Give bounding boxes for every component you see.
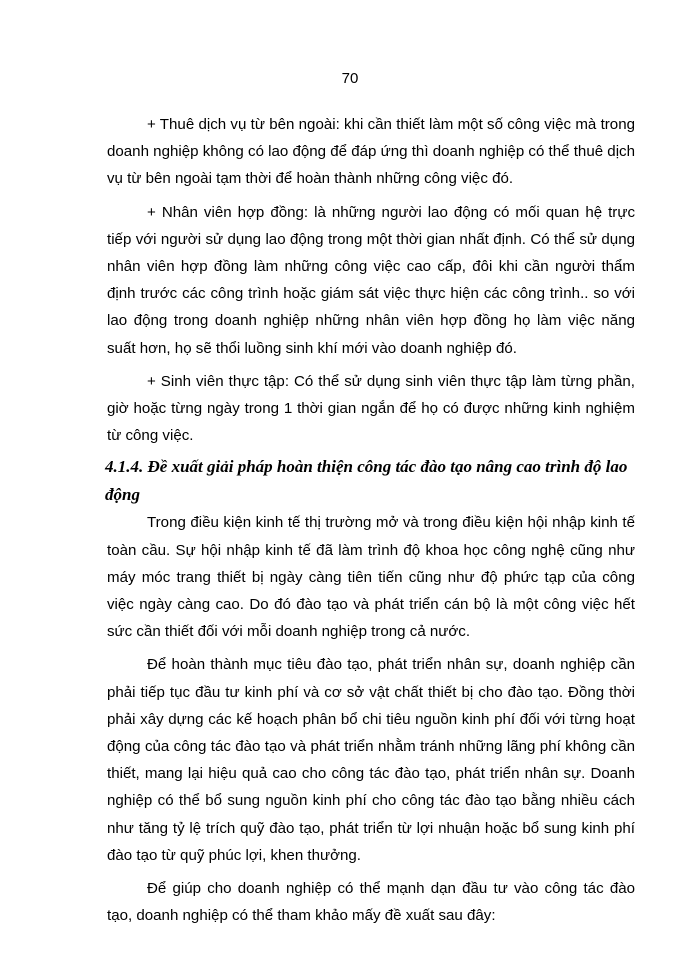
page-number: 70: [341, 70, 359, 87]
paragraph-market-context: Trong điều kiện kinh tế thị trường mở và trong điều kiện hội nhập kinh tế toàn cầu. Sự hội nhập kinh tế đã làm trình độ khoa học công nghệ cũng như máy móc trang thiết bị ngày càng tiên tiến cũng như độ phức tạp của công việc ngày càng cao. Do đó đào tạo và phát triển cán bộ là một công việc hết sức cần thiết đối với mỗi doanh nghiệp trong cả nước.: [107, 514, 635, 641]
paragraph-interns: + Sinh viên thực tập: Có thể sử dụng sinh viên thực tập làm từng phần, giờ hoặc từng ngày trong 1 thời gian ngắn để họ có được những kinh nghiệm từ công việc.: [107, 372, 635, 445]
paragraph-outsourcing: + Thuê dịch vụ từ bên ngoài: khi cần thiết làm một số công việc mà trong doanh nghiệp không có lao động để đáp ứng thì doanh nghiệp có thể thuê dịch vụ từ bên ngoài tạm thời để hoàn thành những công việc đó.: [107, 116, 635, 188]
paragraph-contract-staff: + Nhân viên hợp đồng: là những người lao động có mối quan hệ trực tiếp với người sử dụng lao động trong một thời gian nhất định. Có thể sử dụng nhân viên hợp đồng làm những công việc cao cấp, đôi khi cần người thẩm định trước các công trình hoặc giám sát việc thực hiện các công trình.. so với lao động trong doanh nghiệp những nhân viên hợp đồng họ làm việc năng suất hơn, họ sẽ thổi luồng sinh khí mới vào doanh nghiệp đó.: [107, 203, 635, 357]
paragraph-training-goals: Để hoàn thành mục tiêu đào tạo, phát triển nhân sự, doanh nghiệp cần phải tiếp tục đầu tư kinh phí và cơ sở vật chất thiết bị cho đào tạo. Đồng thời phải xây dựng các kế hoạch phân bổ chi tiêu nguồn kinh phí đối với từng hoạt động của công tác đào tạo và phát triển nhằm tránh những lãng phí không cần thiết, mang lại hiệu quả cao cho công tác đào tạo, phát triển nhân sự. Doanh nghiệp có thể bổ sung nguồn kinh phí cho công tác đào tạo bằng nhiều cách như tăng tỷ lệ trích quỹ đào tạo, phát triển từ lợi nhuận hoặc bổ sung kinh phí đào tạo từ quỹ phúc lợi, khen thưởng.: [107, 656, 635, 864]
section-heading: 4.1.4. Đề xuất giải pháp hoàn thiện công tác đào tạo nâng cao trình độ lao động: [105, 457, 628, 505]
paragraph-proposals-intro: Để giúp cho doanh nghiệp có thể mạnh dạn đầu tư vào công tác đào tạo, doanh nghiệp có thể tham khảo mấy đề xuất sau đây:: [107, 880, 635, 925]
document-body: [107, 111, 635, 935]
